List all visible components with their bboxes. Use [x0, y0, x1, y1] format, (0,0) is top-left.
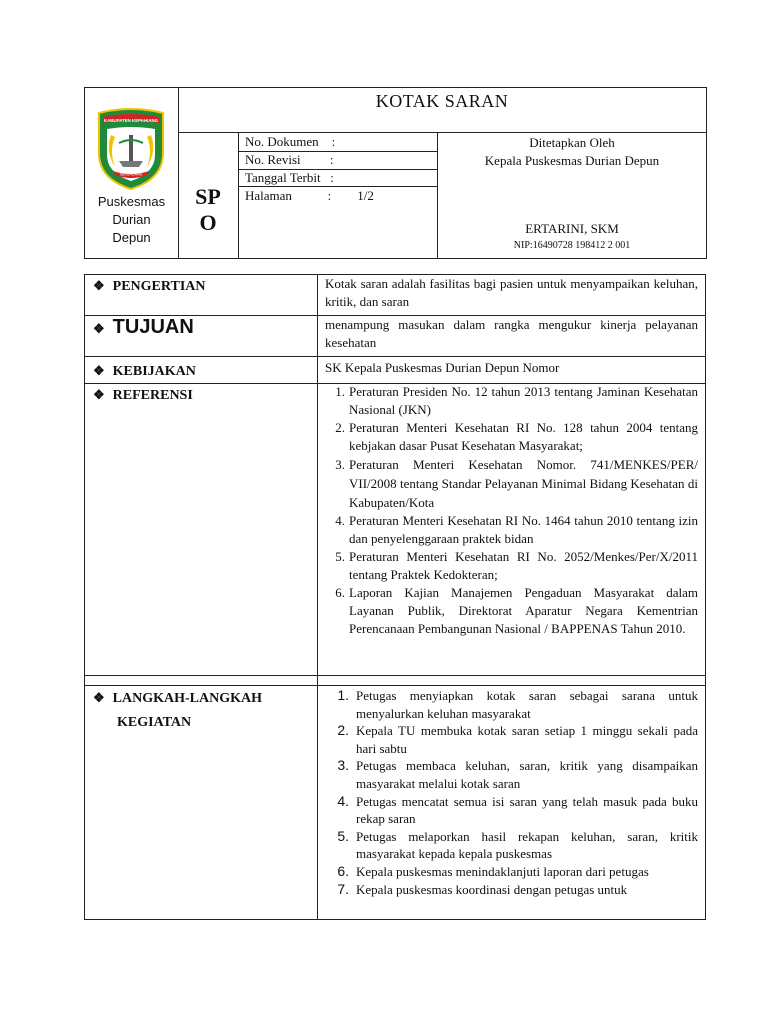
spo-label-line: O: [199, 210, 217, 235]
list-text: Peraturan Menteri Kesehatan Nomor. 741/MENKES/PER/ VII/2008 tentang Standar Pelayanan Minimal Bidang Kesehatan di Kabupaten/Kota: [349, 457, 698, 510]
spo-label: [178, 132, 238, 258]
list-item: [325, 863, 698, 881]
kebijakan-text: SK Kepala Puskesmas Durian Depun Nomor: [325, 360, 560, 375]
pengertian-text: Kotak saran adalah fasilitas bagi pasien untuk menyampaikan keluhan, kritik, dan saran: [325, 276, 698, 309]
document-title: KOTAK SARAN: [375, 91, 509, 111]
list-number: 4.: [335, 513, 345, 528]
list-item: [325, 455, 698, 512]
section-label-tujuan: [93, 317, 194, 339]
list-number: 3.: [337, 757, 349, 774]
list-item: [325, 419, 698, 455]
list-number: 6.: [335, 585, 345, 600]
puskesmas-name-line: Depun: [112, 230, 151, 245]
logo-text-top: KABUPATEN KEPAHIANG: [103, 118, 159, 123]
diamond-bullet-icon: ❖: [93, 363, 105, 378]
list-number: 1.: [335, 384, 345, 399]
content-divider: [85, 675, 705, 676]
langkah-list: [325, 687, 698, 898]
list-item: [325, 793, 698, 828]
list-text: Kepala puskesmas koordinasi dengan petugas untuk: [356, 881, 628, 897]
list-item: [325, 722, 698, 757]
list-text: Petugas membaca keluhan, saran, kritik yang disampaikan masyarakat melalui kotak saran: [356, 758, 698, 791]
list-text: Peraturan Menteri Kesehatan RI No. 1464 tahun 2010 tentang izin dan penyelenggaraan praktek bidan: [349, 513, 698, 546]
list-number: 1.: [337, 687, 349, 703]
section-label-text: REFERENSI: [112, 388, 193, 403]
list-number: 3.: [335, 457, 345, 472]
list-number: 7.: [337, 880, 349, 897]
list-text: Laporan Kajian Manajemen Pengaduan Masyarakat dalam Layanan Publik, Direktorat Aparatur Negara Kementrian Perencanaan Pembangunan Nasional / BAPPENAS Tahun 2010.: [349, 585, 698, 636]
document-header-table: [84, 87, 707, 259]
list-text: Petugas mencatat semua isi saran yang telah masuk pada buku rekap saran: [356, 793, 698, 827]
list-item: [325, 512, 698, 548]
meta-no-dokumen: No. Dokumen :: [245, 134, 336, 149]
list-text: Peraturan Presiden No. 12 tahun 2013 tentang Jaminan Kesehatan Nasional (JKN): [349, 384, 698, 417]
meta-halaman: Halaman : 1/2: [245, 188, 374, 203]
approval-line1: Ditetapkan Oleh: [529, 135, 615, 150]
list-item: [325, 584, 698, 638]
list-text: Kepala TU membuka kotak saran setiap 1 minggu sekali pada hari sabtu: [356, 723, 698, 756]
section-label-text: TUJUAN: [112, 316, 194, 338]
list-item: [325, 383, 698, 419]
content-divider: [85, 685, 705, 686]
logo-text-bottom: SEKUNDANG: [119, 172, 143, 177]
diamond-bullet-icon: ❖: [93, 690, 105, 705]
section-label-langkah-line2: KEGIATAN: [117, 715, 192, 730]
tujuan-text: menampung masukan dalam rangka mengukur kinerja pelayanan kesehatan: [325, 317, 698, 350]
approval-block: [438, 132, 706, 258]
content-divider: [317, 275, 318, 919]
list-item: [325, 828, 698, 863]
puskesmas-name-line: Durian: [112, 212, 151, 227]
content-table: [84, 274, 706, 920]
list-text: Petugas menyiapkan kotak saran sebagai sarana untuk menyalurkan keluhan masyarakat: [356, 688, 698, 721]
section-label-referensi: [93, 385, 193, 406]
logo-cell: [85, 88, 178, 258]
section-label-text: PENGERTIAN: [112, 279, 206, 294]
puskesmas-name-line: Puskesmas: [97, 194, 166, 209]
list-item: [325, 687, 698, 722]
content-divider: [85, 356, 705, 357]
list-text: Petugas melaporkan hasil rekapan keluhan, saran, kritik masyarakat kepada kepala puskesmas: [356, 828, 698, 862]
list-text: Peraturan Menteri Kesehatan RI No. 128 tahun 2004 tentang kebjakan dasar Pusat Kesehatan Masyarakat;: [349, 420, 698, 453]
diamond-bullet-icon: ❖: [93, 387, 105, 402]
list-text: Peraturan Menteri Kesehatan RI No. 2052/Menkes/Per/X/2011 tentang Praktek Kedokteran;: [349, 549, 698, 582]
list-item: [325, 757, 698, 792]
meta-no-revisi: No. Revisi :: [245, 152, 334, 167]
list-number: 2.: [335, 420, 345, 435]
section-label-pengertian: [93, 276, 206, 297]
approval-line2: Kepala Puskesmas Durian Depun: [484, 153, 660, 168]
list-item: [325, 548, 698, 584]
section-label-kebijakan: [93, 361, 196, 382]
diamond-bullet-icon: ❖: [93, 278, 105, 293]
puskesmas-name: [85, 193, 178, 247]
list-number: 4.: [337, 792, 349, 809]
referensi-list: [325, 383, 698, 638]
spo-label-line: SP: [195, 184, 221, 209]
approval-nip: NIP:16490728 198412 2 001: [513, 240, 631, 251]
list-number: 5.: [337, 827, 349, 844]
section-label-langkah: [93, 688, 262, 709]
approval-name: ERTARINI, SKM: [525, 221, 619, 236]
section-label-text: LANGKAH-LANGKAH: [112, 691, 262, 706]
kabupaten-logo: [93, 107, 169, 191]
list-item: [325, 881, 698, 899]
list-number: 6.: [337, 862, 349, 879]
section-label-text: KEBIJAKAN: [112, 364, 196, 379]
diamond-bullet-icon: ❖: [93, 321, 105, 336]
list-number: 5.: [335, 549, 345, 564]
meta-tanggal-terbit: Tanggal Terbit :: [245, 170, 334, 185]
list-number: 2.: [337, 722, 349, 739]
list-text: Kepala puskesmas menindaklanjuti laporan dari petugas: [356, 863, 649, 879]
